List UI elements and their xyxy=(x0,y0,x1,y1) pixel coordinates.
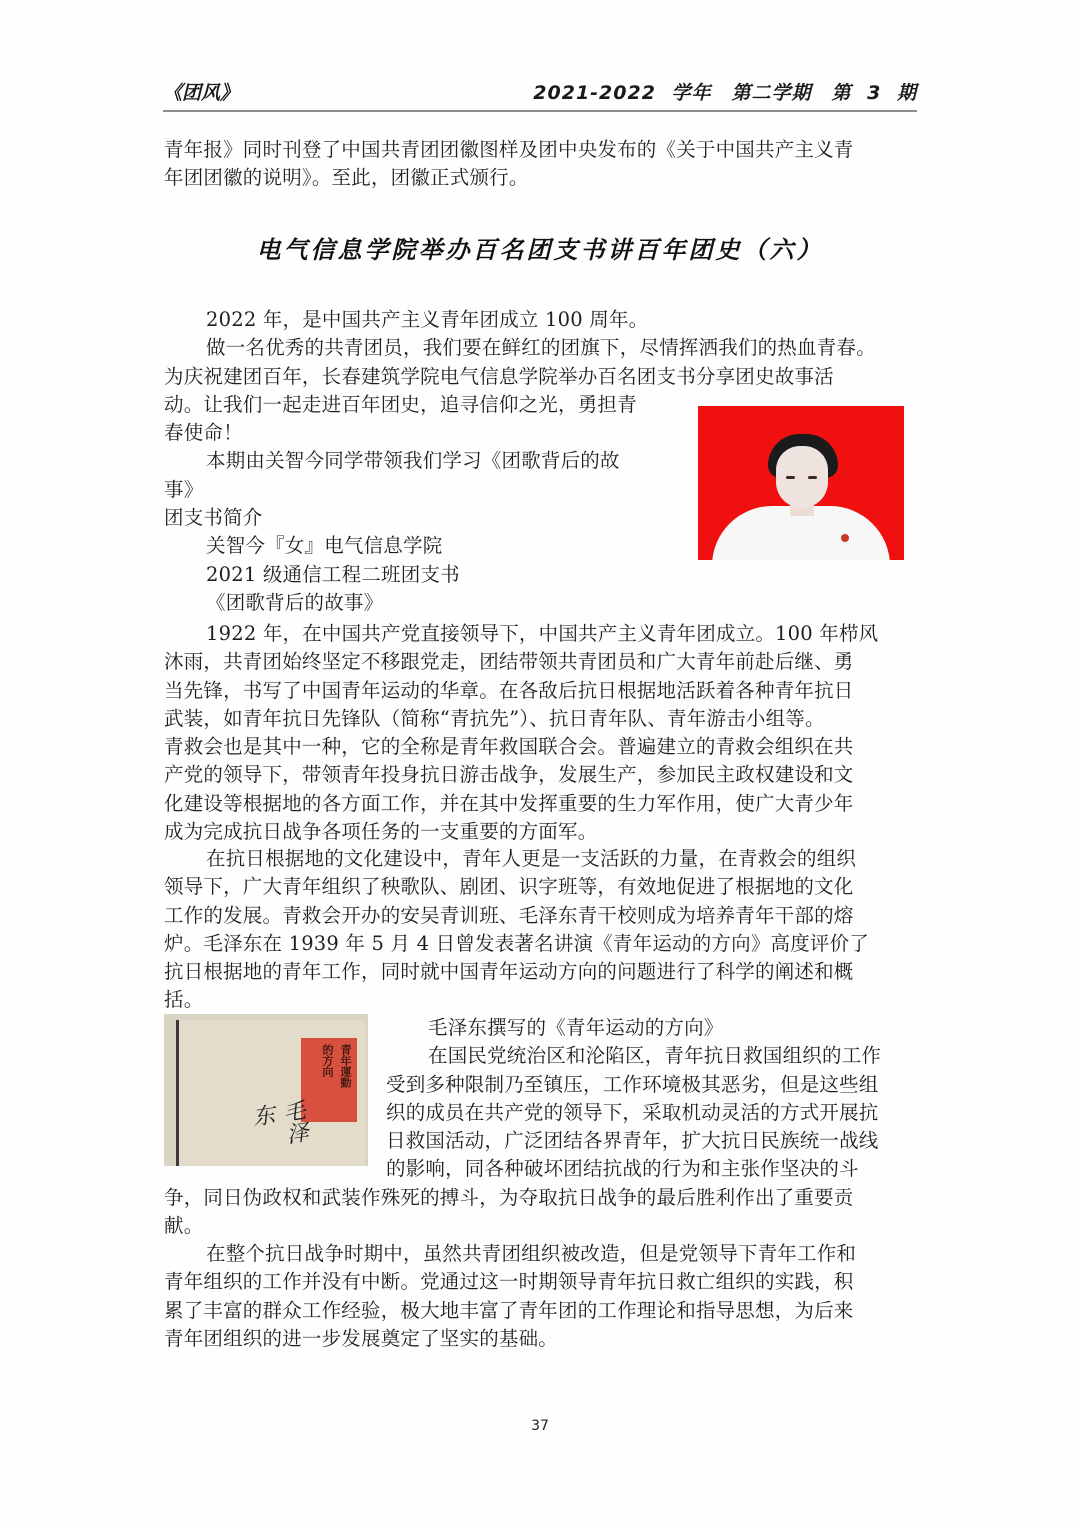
book-caption: 毛泽东撰写的《青年运动的方向》 xyxy=(428,1016,724,1039)
book-title-col2: 的方向 xyxy=(321,1044,334,1077)
text-line: 沐雨，共青团始终坚定不移跟党走，团结带领共青团员和广大青年前赴后继、勇 xyxy=(164,650,854,674)
page-number: 37 xyxy=(531,1418,549,1434)
text-line: 在国民党统治区和沦陷区，青年抗日救国组织的工作 xyxy=(428,1044,882,1068)
text-line: 1922 年，在中国共产党直接领导下，中国共产主义青年团成立。100 年栉风 xyxy=(206,622,879,645)
text-line: 产党的领导下，带领青年投身抗日游击战争，发展生产，参加民主政权建设和文 xyxy=(164,763,854,787)
book-title-label xyxy=(301,1038,357,1122)
profile-name: 关智今『女』电气信息学院 xyxy=(206,534,443,558)
book-cover-photo xyxy=(164,1014,368,1166)
text-line: 的影响，同各种破坏团结抗战的行为和主张作坚决的斗 xyxy=(386,1157,859,1181)
text-line: 献。 xyxy=(164,1214,204,1238)
league-badge-icon xyxy=(841,534,849,542)
issue-info: 2021-2022 学年 第二学期 第 3 期 xyxy=(533,82,917,104)
body-paragraph-3-continued xyxy=(164,1184,854,1241)
text-line: 成为完成抗日战争各项任务的一支重要的方面军。 xyxy=(164,820,598,844)
story-title: 《团歌背后的故事》 xyxy=(206,590,384,614)
body-paragraph-1 xyxy=(164,620,878,846)
text-line: 春使命！ xyxy=(164,421,243,445)
body-paragraph-4 xyxy=(164,1240,856,1353)
page-header xyxy=(163,78,917,108)
text-line: 括。 xyxy=(164,988,204,1012)
text-line: 工作的发展。青救会开办的安吴青训班、毛泽东青干校则成为培养青年干部的熔 xyxy=(164,903,854,927)
text-line: 织的成员在共产党的领导下，采取机动灵活的方式开展抗 xyxy=(386,1100,879,1124)
text-line: 累了丰富的群众工作经验，极大地丰富了青年团的工作理论和指导思想，为后来 xyxy=(164,1298,854,1322)
carryover-paragraph xyxy=(164,136,854,193)
book-signature: 毛泽东 xyxy=(247,1098,310,1146)
article-title: 电气信息学院举办百名团支书讲百年团史（六） xyxy=(256,236,824,264)
text-line: 在抗日根据地的文化建设中，青年人更是一支活跃的力量，在青救会的组织 xyxy=(206,847,857,870)
text-line: 本期由关智今同学带领我们学习《团歌背后的故 xyxy=(206,449,620,473)
portrait-eye xyxy=(786,476,795,479)
body-paragraph-2 xyxy=(164,845,869,1015)
text-line: 为庆祝建团百年，长春建筑学院电气信息学院举办百名团支书分享团史故事活 xyxy=(164,364,834,388)
text-line: 年团团徽的说明》。至此，团徽正式颁行。 xyxy=(164,166,529,190)
text-line: 当先锋，书写了中国青年运动的华章。在各敌后抗日根据地活跃着各种青年抗日 xyxy=(164,678,854,702)
text-line: 青救会也是其中一种，它的全称是青年救国联合会。普遍建立的青救会组织在共 xyxy=(164,735,854,759)
text-line: 2022 年，是中国共产主义青年团成立 100 周年。 xyxy=(206,308,649,331)
portrait-face xyxy=(776,446,828,508)
text-line: 抗日根据地的青年工作，同时就中国青年运动方向的问题进行了科学的阐述和概 xyxy=(164,960,854,984)
profile-class: 2021 级通信工程二班团支书 xyxy=(206,562,460,586)
portrait-eye xyxy=(808,476,817,479)
text-line: 动。让我们一起走进百年团史，追寻信仰之光，勇担青 xyxy=(164,392,637,416)
text-line: 领导下，广大青年组织了秧歌队、剧团、识字班等，有效地促进了根据地的文化 xyxy=(164,875,854,899)
text-line: 受到多种限制乃至镇压，工作环境极其恶劣，但是这些组 xyxy=(386,1072,879,1096)
publication-name: 《团风》 xyxy=(163,82,240,104)
text-line: 日救国活动，广泛团结各界青年，扩大抗日民族统一战线 xyxy=(386,1129,879,1153)
text-line: 争，同日伪政权和武装作殊死的搏斗，为夺取抗日战争的最后胜利作出了重要贡 xyxy=(164,1186,854,1209)
header-divider xyxy=(163,110,917,112)
text-line: 事》 xyxy=(164,477,204,501)
text-line: 青年报》同时刊登了中国共青团团徽图样及团中央发布的《关于中国共产主义青 xyxy=(164,138,854,161)
book-caption-and-text xyxy=(386,1014,881,1184)
book-title-col1: 青年運動 xyxy=(339,1044,352,1088)
text-line: 武装，如青年抗日先锋队（简称“青抗先”）、抗日青年队、青年游击小组等。 xyxy=(164,706,825,730)
text-line: 炉。毛泽东在 1939 年 5 月 4 日曾发表著名讲演《青年运动的方向》高度评价了 xyxy=(164,931,870,955)
book-cover xyxy=(176,1020,365,1166)
profile-heading: 团支书简介 xyxy=(164,506,263,530)
portrait-photo xyxy=(698,406,904,560)
text-line: 青年团组织的进一步发展奠定了坚实的基础。 xyxy=(164,1326,559,1350)
text-line: 在整个抗日战争时期中，虽然共青团组织被改造，但是党领导下青年工作和 xyxy=(206,1242,857,1265)
text-line: 化建设等根据地的各方面工作，并在其中发挥重要的生力军作用，使广大青少年 xyxy=(164,791,854,815)
text-line: 青年组织的工作并没有中断。党通过这一时期领导青年抗日救亡组织的实践，积 xyxy=(164,1270,854,1294)
text-line: 做一名优秀的共青团员，我们要在鲜红的团旗下，尽情挥洒我们的热血青春。 xyxy=(206,336,876,360)
